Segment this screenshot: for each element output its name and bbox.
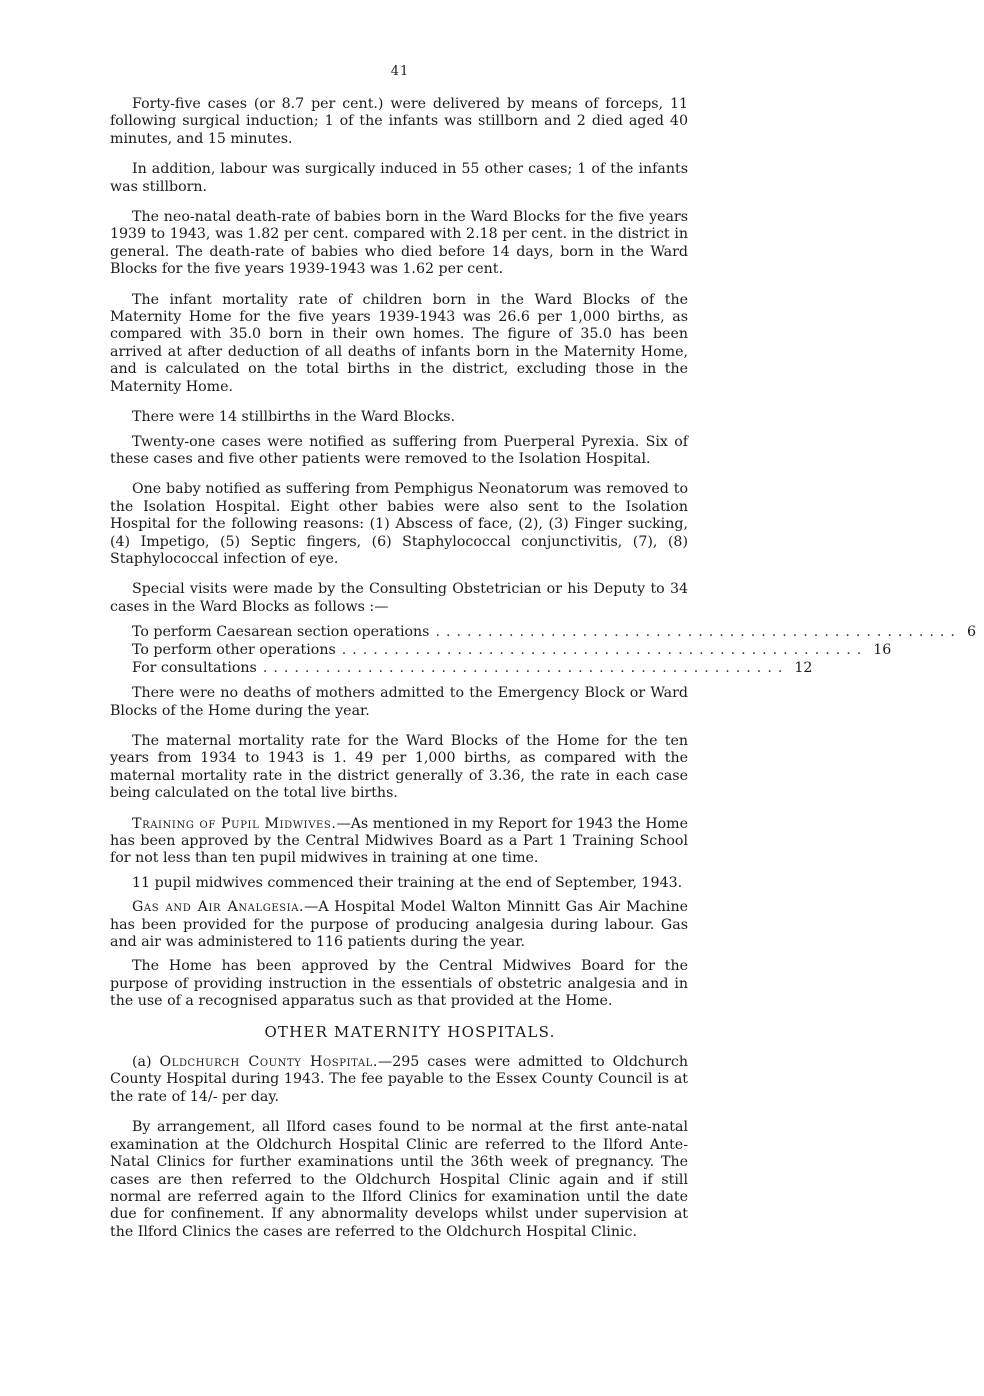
section-title: OTHER MATERNITY HOSPITALS. xyxy=(264,1022,556,1041)
paragraph-pemphigus: One baby notified as suffering from Pemphigus Neonatorum was removed to the Isolation Hospital. Eight other babies were also sent to the Isolation Hospital for the following reasons: (1) Abscess of face, (2), (3) Finger sucking, (4) Impetigo, (5) Septic fingers, (6) Staphylococcal conjunctivitis, (7), (8) Staphylococcal infection of eye. xyxy=(110,481,688,567)
oldchurch-heading: Oldchurch County Hospital. xyxy=(159,1054,379,1071)
oldchurch-prefix: (a) xyxy=(132,1054,160,1071)
gas-text: —A Hospital Model Walton Minnitt Gas Air Machine has been provided for the purpose of producing analgesia during labour. Gas and air was administered to 116 patients during the year. xyxy=(110,899,688,951)
paragraph-gas-air xyxy=(110,899,688,951)
paragraph-pupil-midwives: 11 pupil midwives commenced their training at the end of September, 1943. xyxy=(132,874,683,891)
visit-label: To perform other operations xyxy=(132,642,336,659)
paragraph-forceps-deliveries: Forty-five cases (or 8.7 per cent.) were delivered by means of forceps, 11 following surgical induction; 1 of the infants was stillborn and 2 died aged 40 minutes, and 15 minutes. xyxy=(110,96,688,147)
special-visits-list xyxy=(110,623,976,677)
paragraph-training xyxy=(110,816,688,868)
paragraph-special-visits: Special visits were made by the Consulting Obstetrician or his Deputy to 34 cases in the Ward Blocks as follows :— xyxy=(110,581,688,615)
paragraph-ilford-arrangement: By arrangement, all Ilford cases found to be normal at the first ante-natal examination at the Oldchurch Hospital Clinic are referred to the Ilford Ante-Natal Clinics for further examinations until the 36th week of pregnancy. The cases are then referred to the Oldchurch Hospital Clinic again and if still normal are referred again to the Ilford Clinics for examination until the date due for confinement. If any abnormality develops whilst under supervision at the Ilford Clinics the cases are referred to the Oldchurch Hospital Clinic. xyxy=(110,1119,688,1240)
paragraph-no-maternal-deaths: There were no deaths of mothers admitted to the Emergency Block or Ward Blocks of the Home during the year. xyxy=(110,685,688,719)
training-heading: Training of Pupil Midwives. xyxy=(132,815,337,832)
paragraph-maternal-mortality: The maternal mortality rate for the Ward Blocks of the Home for the ten years from 1934 to 1943 is 1. 49 per 1,000 births, as compared with the maternal mortality rate in the district generally of 3.36, the rate in each case being calculated on the total live births. xyxy=(110,732,688,802)
oldchurch-text: —295 cases were admitted to Oldchurch County Hospital during 1943. The fee payable to the Essex County Council is at the rate of 14/- per day. xyxy=(110,1054,688,1105)
visit-count: 12 xyxy=(794,660,813,677)
visit-count: 16 xyxy=(873,642,892,659)
page-number: 41 xyxy=(390,64,410,79)
visit-label: For consultations xyxy=(132,660,257,677)
leader-dots: .................................................. xyxy=(341,642,868,659)
paragraph-stillbirths: There were 14 stillbirths in the Ward Blocks. xyxy=(132,409,456,426)
paragraph-infant-mortality: The infant mortality rate of children born in the Ward Blocks of the Maternity Home for the five years 1939-1943 was 26.6 per 1,000 births, as compared with 35.0 born in their own homes. The figure of 35.0 has been arrived at after deduction of all deaths of infants born in the Maternity Home, and is calculated on the total births in the district, excluding those in the Maternity Home. xyxy=(110,291,688,395)
visit-row xyxy=(110,659,813,677)
visit-row xyxy=(110,623,976,641)
paragraph-surgical-induction: In addition, labour was surgically induced in 55 other cases; 1 of the infants was stillborn. xyxy=(110,161,688,195)
paragraph-puerperal-pyrexia: Twenty-one cases were notified as suffering from Puerperal Pyrexia. Six of these cases and five other patients were removed to the Isolation Hospital. xyxy=(110,433,688,467)
visit-row xyxy=(110,641,892,659)
leader-dots: .................................................. xyxy=(435,624,961,641)
paragraph-oldchurch xyxy=(110,1054,688,1106)
paragraph-neo-natal-death-rate: The neo-natal death-rate of babies born in the Ward Blocks for the five years 1939 to 1943, was 1.82 per cent. compared with 2.18 per cent. in the district in general. The death-rate of babies who died before 14 days, born in the Ward Blocks for the five years 1939-1943 was 1.62 per cent. xyxy=(110,209,688,278)
visit-count: 6 xyxy=(966,624,976,641)
visit-label: To perform Caesarean section operations xyxy=(132,624,430,641)
paragraph-analgesia-approval: The Home has been approved by the Central Midwives Board for the purpose of providing instruction in the essentials of obstetric analgesia and in the use of a recognised apparatus such as that provided at the Home. xyxy=(110,958,688,1010)
gas-heading: Gas and Air Analgesia. xyxy=(132,899,305,916)
page-body xyxy=(110,96,976,1254)
training-text: —As mentioned in my Report for 1943 the Home has been approved by the Central Midwives Board as a Part 1 Training School for not less than ten pupil midwives in training at one time. xyxy=(110,815,689,867)
leader-dots: .................................................. xyxy=(262,660,789,677)
